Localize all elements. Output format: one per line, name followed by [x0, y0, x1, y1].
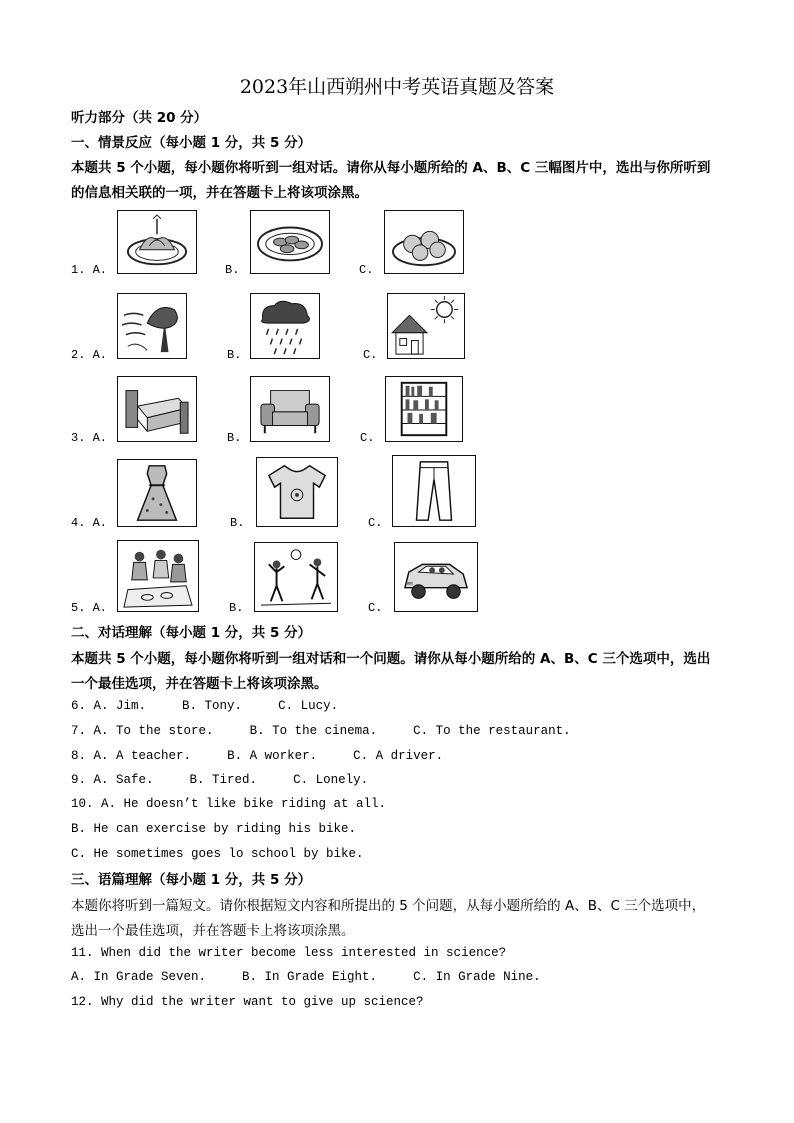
section3-instruction-1: 本题你将听到一篇短文。请你根据短文内容和所提出的 5 个问题，从每小题所给的 A、B、C 三个选项中， — [71, 898, 706, 914]
dress-icon — [117, 459, 197, 527]
q10-option-c: C. He sometimes goes lo school by bike. — [71, 847, 364, 861]
q7-option-c: C. To the restaurant. — [413, 724, 571, 738]
q4-label-c: C. — [368, 516, 383, 530]
tshirt-icon — [256, 457, 338, 527]
buns-plate-icon — [384, 210, 464, 274]
trousers-icon — [392, 455, 476, 527]
section3-heading: 三、语篇理解（每小题 1 分，共 5 分） — [71, 872, 312, 888]
q3-label-a: 3. A. — [71, 431, 108, 445]
q9-option-c: C. Lonely. — [293, 773, 369, 787]
listening-header: 听力部分（共 20 分） — [71, 110, 208, 126]
q3-label-c: C. — [360, 431, 375, 445]
q5-label-c: C. — [368, 601, 383, 615]
q3-label-b: B. — [227, 431, 242, 445]
q2-label-a: 2. A. — [71, 348, 108, 362]
windy-tree-icon — [117, 293, 187, 359]
question-9 — [71, 773, 404, 787]
q2-label-b: B. — [227, 348, 242, 362]
section2-heading: 二、对话理解（每小题 1 分，共 5 分） — [71, 625, 312, 641]
q8-option-c: C. A driver. — [353, 749, 444, 763]
q1-label-a: 1. A. — [71, 263, 108, 277]
food-plate-icon — [250, 210, 330, 274]
q11-question: 11. When did the writer become less interested in science? — [71, 946, 507, 960]
q4-label-a: 4. A. — [71, 516, 108, 530]
q6-option-b: B. Tony. — [182, 699, 243, 713]
bed-icon — [117, 376, 197, 442]
section2-instruction-2: 一个最佳选项，并在答题卡上将该项涂黑。 — [71, 676, 328, 692]
q11-option-c: C. In Grade Nine. — [413, 970, 541, 984]
q11-option-a: A. In Grade Seven. — [71, 970, 207, 984]
q9-option-b: B. Tired. — [189, 773, 258, 787]
q1-label-c: C. — [359, 263, 374, 277]
picnic-icon — [117, 540, 199, 612]
q6-option-c: C. Lucy. — [278, 699, 339, 713]
question-8 — [71, 749, 479, 763]
sunny-house-icon — [387, 293, 465, 359]
question-7 — [71, 724, 607, 738]
q9-number: 9. — [71, 773, 87, 787]
q6-option-a: A. Jim. — [93, 699, 147, 713]
q8-option-b: B. A worker. — [227, 749, 318, 763]
section2-instruction-1: 本题共 5 个小题，每小题你将听到一组对话和一个问题。请你从每小题所给的 A、B、C 三个选项中，选出 — [71, 651, 711, 667]
bookshelf-icon — [385, 376, 463, 442]
q7-number: 7. — [71, 724, 87, 738]
q11-option-b: B. In Grade Eight. — [242, 970, 378, 984]
section1-heading: 一、情景反应（每小题 1 分，共 5 分） — [71, 135, 312, 151]
section1-instruction-2: 的信息相关联的一项，并在答题卡上将该项涂黑。 — [71, 185, 368, 201]
car-icon — [394, 542, 478, 612]
q4-label-b: B. — [230, 516, 245, 530]
q10-option-a: 10. A. He doesn’t like bike riding at all. — [71, 797, 387, 811]
ball-game-icon — [254, 542, 338, 612]
q2-label-c: C. — [363, 348, 378, 362]
rain-cloud-icon — [250, 293, 320, 359]
q8-number: 8. — [71, 749, 87, 763]
question-6 — [71, 699, 374, 713]
q1-label-b: B. — [225, 263, 240, 277]
q10-option-b: B. He can exercise by riding his bike. — [71, 822, 357, 836]
page-title: 2023年山西朔州中考英语真题及答案 — [239, 76, 555, 98]
q7-option-a: A. To the store. — [93, 724, 214, 738]
q5-label-b: B. — [229, 601, 244, 615]
q7-option-b: B. To the cinema. — [249, 724, 378, 738]
q9-option-a: A. Safe. — [93, 773, 154, 787]
q5-label-a: 5. A. — [71, 601, 108, 615]
section1-instruction-1: 本题共 5 个小题，每小题你将听到一组对话。请你从每小题所给的 A、B、C 三幅图片中，选出与你所听到 — [71, 160, 711, 176]
q12-question: 12. Why did the writer want to give up science? — [71, 995, 424, 1009]
dumplings-plate-icon — [117, 210, 197, 274]
armchair-icon — [250, 376, 330, 442]
question-11-options — [71, 970, 577, 984]
section3-instruction-2: 选出一个最佳选项，并在答题卡上将该项涂黑。 — [71, 923, 355, 939]
q8-option-a: A. A teacher. — [93, 749, 192, 763]
q6-number: 6. — [71, 699, 87, 713]
